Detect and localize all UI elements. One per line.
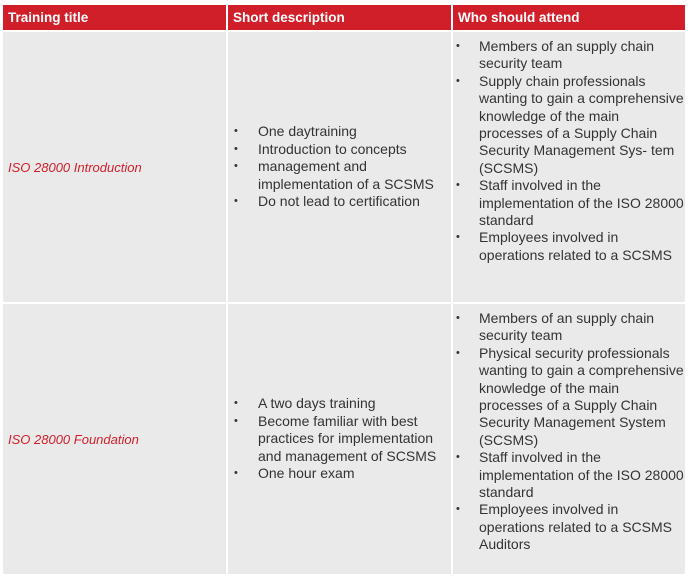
list-item: • One hour exam <box>258 465 451 482</box>
short-description-cell <box>228 30 453 302</box>
attendees-cell <box>453 30 685 302</box>
attendees-list <box>453 304 685 554</box>
list-item: • Staff involved in the implementation of the ISO 28000 standard <box>479 449 685 501</box>
list-item: • Members of an supply chain security team <box>479 310 685 345</box>
list-item: • One daytraining <box>258 123 451 140</box>
header-training-title: Training title <box>3 5 228 30</box>
table-row <box>3 30 685 302</box>
table-row <box>3 302 685 574</box>
list-item: • A two days training <box>258 395 451 412</box>
list-item: • Do not lead to certification <box>258 193 451 210</box>
description-list <box>228 123 451 210</box>
training-table <box>3 5 685 574</box>
list-item: • Supply chain professionals wanting to gain a comprehensive knowledge of the main processes of a Supply Chain Security Management Sys- tem (SCSMS) <box>479 73 685 177</box>
list-item: • Become familiar with best practices for implementation and management of SCSMS <box>258 413 451 465</box>
attendees-list <box>453 32 685 264</box>
list-item: • Staff involved in the implementation of the ISO 28000 standard <box>479 177 685 229</box>
training-title: ISO 28000 Introduction <box>3 30 228 302</box>
list-item: • Introduction to concepts <box>258 141 451 158</box>
list-item: • management and implementation of a SCSMS <box>258 158 451 193</box>
attendees-cell <box>453 302 685 574</box>
short-description-cell <box>228 302 453 574</box>
training-title: ISO 28000 Foundation <box>3 302 228 574</box>
list-item: • Physical security professionals wanting to gain a comprehensive knowledge of the main processes of a Supply Chain Security Management System (SCSMS) <box>479 345 685 449</box>
description-list <box>228 395 451 482</box>
header-row <box>3 5 685 30</box>
header-who-should-attend: Who should attend <box>453 5 685 30</box>
list-item: • Members of an supply chain security team <box>479 38 685 73</box>
list-item: • Employees involved in operations related to a SCSMS <box>479 229 685 264</box>
header-short-description: Short description <box>228 5 453 30</box>
list-item: • Employees involved in operations related to a SCSMS Auditors <box>479 501 685 553</box>
